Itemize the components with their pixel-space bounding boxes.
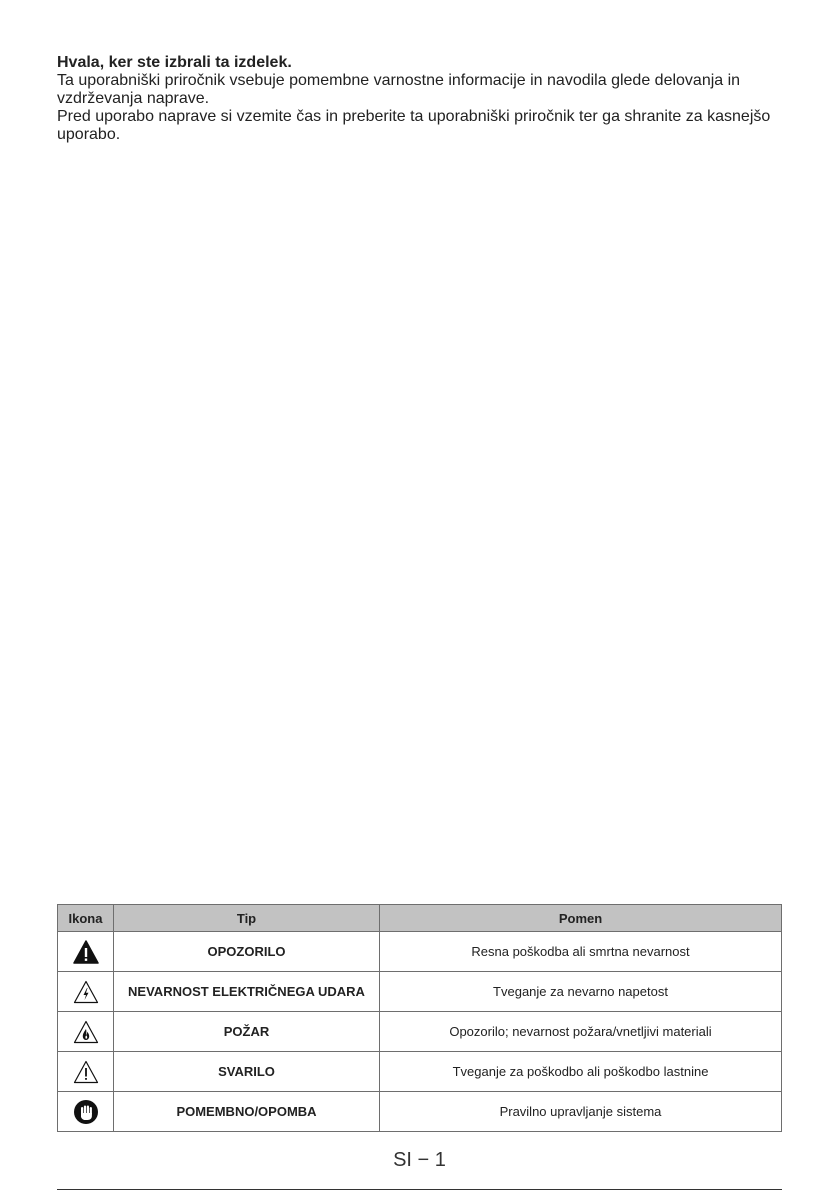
header-type: Tip — [114, 905, 380, 932]
type-cell: POŽAR — [114, 1012, 380, 1052]
intro-section — [57, 54, 787, 144]
stop-hand-icon — [73, 1099, 99, 1125]
meaning-cell: Tveganje za poškodbo ali poškodbo lastnine — [380, 1052, 782, 1092]
intro-paragraph-1: Ta uporabniški priročnik vsebuje pomembne varnostne informacije in navodila glede delovanja in vzdrževanja naprave. — [57, 72, 741, 107]
table-row — [58, 1052, 782, 1092]
table-row — [58, 1012, 782, 1052]
warning-filled-icon — [73, 940, 99, 964]
footer-divider — [57, 1189, 782, 1190]
meaning-cell: Tveganje za nevarno napetost — [380, 972, 782, 1012]
icon-cell — [58, 932, 114, 972]
table-row — [58, 1092, 782, 1132]
meaning-cell: Opozorilo; nevarnost požara/vnetljivi materiali — [380, 1012, 782, 1052]
intro-title: Hvala, ker ste izbrali ta izdelek. — [57, 54, 292, 71]
safety-symbols-table — [57, 904, 782, 1132]
table-row — [58, 972, 782, 1012]
fire-icon — [73, 1020, 99, 1044]
table-row — [58, 932, 782, 972]
icon-cell — [58, 1012, 114, 1052]
header-meaning: Pomen — [380, 905, 782, 932]
page-number: SI − 1 — [393, 1149, 446, 1171]
intro-paragraph-2: Pred uporabo naprave si vzemite čas in preberite ta uporabniški priročnik ter ga shranite za kasnejšo uporabo. — [57, 108, 771, 143]
type-cell: SVARILO — [114, 1052, 380, 1092]
type-cell: NEVARNOST ELEKTRIČNEGA UDARA — [114, 972, 380, 1012]
type-cell: POMEMBNO/OPOMBA — [114, 1092, 380, 1132]
meaning-cell: Resna poškodba ali smrtna nevarnost — [380, 932, 782, 972]
caution-icon — [73, 1060, 99, 1084]
type-cell: OPOZORILO — [114, 932, 380, 972]
electric-shock-icon — [73, 980, 99, 1004]
icon-cell — [58, 1092, 114, 1132]
icon-cell — [58, 972, 114, 1012]
icon-cell — [58, 1052, 114, 1092]
meaning-cell: Pravilno upravljanje sistema — [380, 1092, 782, 1132]
header-icon: Ikona — [58, 905, 114, 932]
table-header-row — [58, 905, 782, 932]
